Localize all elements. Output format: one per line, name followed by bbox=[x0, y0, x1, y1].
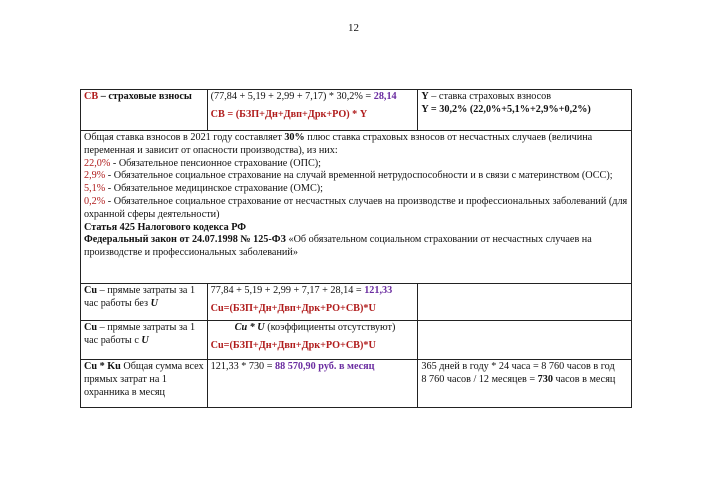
calc-code: Cu * U bbox=[234, 322, 265, 333]
cell-calculation bbox=[207, 321, 418, 360]
calc-expression: 121,33 * 730 = bbox=[210, 361, 275, 372]
label-text: – прямые затраты за 1 час работы без bbox=[84, 285, 196, 309]
label-code: Cu * Ku bbox=[84, 361, 121, 372]
rate-text: - Обязательное медицинское страхование (ОМС); bbox=[105, 183, 323, 195]
formula: Cu=(БЗП+Дн+Двп+Дрк+РО+СВ)*U bbox=[210, 339, 376, 351]
formula: СВ = (БЗП+Дн+Двп+Дрк+РО) * Y bbox=[210, 108, 368, 120]
cell-calculation bbox=[207, 90, 418, 131]
calc-note: (коэффициенты отсутствуют) bbox=[264, 322, 396, 333]
intro-rate: 30% bbox=[284, 132, 305, 143]
note-code: Y bbox=[421, 91, 429, 102]
note-line: 8 760 часов / 12 месяцев = bbox=[421, 373, 538, 385]
note-formula: Y = 30,2% (22,0%+5,1%+2,9%+0,2%) bbox=[421, 103, 591, 115]
rate-percent: 22,0% bbox=[84, 157, 111, 169]
cell-label bbox=[81, 360, 208, 408]
table-row-rates bbox=[81, 131, 632, 284]
label-text: Общая сумма всех прямых затрат на 1 охранника в месяц bbox=[84, 361, 204, 398]
rate-text: - Обязательное социальное страхование на случай временной нетрудоспособности и в связи с материнством (ОСС); bbox=[105, 170, 613, 182]
law-title: «Об обязательном социальном страховании от несчастных случаев на производстве и профессиональных заболеваний» bbox=[84, 234, 592, 259]
law-reference: Федеральный закон от 24.07.1998 № 125-ФЗ bbox=[84, 234, 286, 246]
cell-calculation bbox=[207, 284, 418, 321]
note-text: – ставка страховых взносов bbox=[428, 91, 552, 102]
label-code: Cu bbox=[84, 322, 98, 333]
note-line-end: часов в месяц bbox=[552, 373, 616, 385]
label-variable: U bbox=[141, 334, 149, 346]
calc-result: 121,33 bbox=[364, 285, 393, 296]
calc-result: 28,14 bbox=[373, 91, 397, 102]
table-row-hourly-without-u bbox=[81, 284, 632, 321]
rate-text: - Обязательное пенсионное страхование (ОПС); bbox=[110, 157, 322, 169]
intro-text-rest: плюс ставка страховых взносов от несчастных случаев (величина переменная и зависит от опасности производства), из них: bbox=[84, 132, 593, 156]
table-row-insurance bbox=[81, 90, 632, 131]
cell-label bbox=[81, 284, 208, 321]
cell-rates-description bbox=[81, 131, 632, 284]
rate-item bbox=[84, 170, 613, 181]
rate-percent: 0,2% bbox=[84, 195, 106, 207]
cell-empty bbox=[418, 321, 632, 360]
article-reference: Статья 425 Налогового кодекса РФ bbox=[84, 221, 247, 233]
rate-percent: 5,1% bbox=[84, 183, 106, 195]
page-number: 12 bbox=[348, 22, 359, 34]
note-hours: 730 bbox=[537, 373, 553, 385]
formula: Cu=(БЗП+Дн+Двп+Дрк+РО+СВ)*U bbox=[210, 302, 376, 314]
calc-result: 88 570,90 руб. в месяц bbox=[274, 361, 375, 372]
rate-text: - Обязательное социальное страхование от несчастных случаев на производстве и профессиональных заболеваний (для охранной сферы деятельности) bbox=[84, 195, 628, 220]
rate-percent: 2,9% bbox=[84, 170, 106, 182]
cell-label bbox=[81, 321, 208, 360]
cell-note bbox=[418, 90, 632, 131]
label-variable: U bbox=[150, 297, 158, 309]
intro-text: Общая ставка взносов в 2021 году составляет bbox=[84, 132, 285, 143]
label-code: СВ bbox=[84, 91, 99, 102]
cell-empty bbox=[418, 284, 632, 321]
label-code: Cu bbox=[84, 285, 98, 296]
cell-note bbox=[418, 360, 632, 408]
rate-item bbox=[84, 158, 321, 169]
cell-calculation bbox=[207, 360, 418, 408]
rate-item bbox=[84, 183, 323, 194]
calc-expression: 77,84 + 5,19 + 2,99 + 7,17 + 28,14 = bbox=[210, 285, 365, 296]
table-row-hourly-with-u bbox=[81, 321, 632, 360]
cell-label bbox=[81, 90, 208, 131]
label-text: – страховые взносы bbox=[98, 91, 192, 102]
table-row-monthly-total bbox=[81, 360, 632, 408]
calc-expression: (77,84 + 5,19 + 2,99 + 7,17) * 30,2% = bbox=[210, 91, 374, 102]
label-text: – прямые затраты за 1 час работы с bbox=[84, 322, 196, 346]
rate-item bbox=[84, 196, 627, 220]
cost-table bbox=[80, 89, 632, 408]
note-line: 365 дней в году * 24 часа = 8 760 часов в год bbox=[421, 361, 615, 372]
